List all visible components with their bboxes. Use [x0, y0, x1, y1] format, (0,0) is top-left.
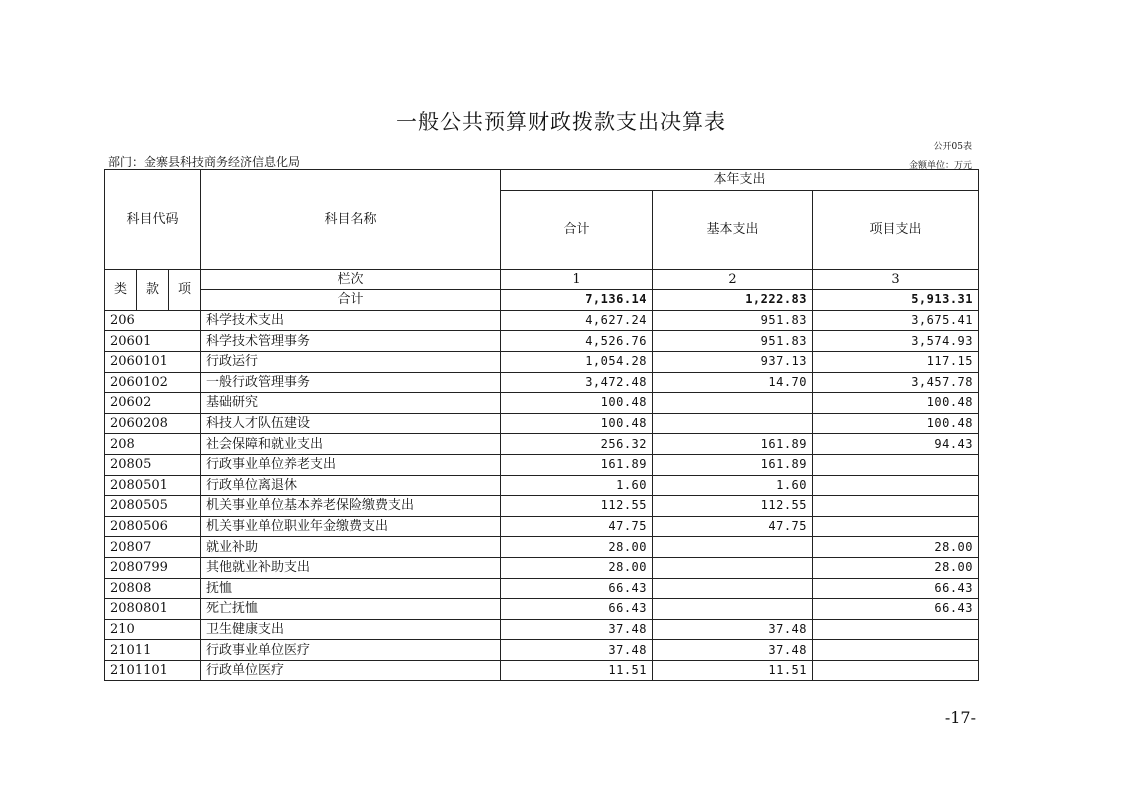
row-code: 20805 — [105, 454, 201, 475]
table-row — [105, 393, 979, 414]
table-row — [105, 434, 979, 455]
row-total: 100.48 — [501, 393, 653, 414]
total-basic: 1,222.83 — [653, 290, 813, 311]
row-code: 2060208 — [105, 413, 201, 434]
row-code: 20808 — [105, 578, 201, 599]
row-basic — [653, 557, 813, 578]
row-project: 100.48 — [813, 393, 979, 414]
table-row — [105, 475, 979, 496]
row-total: 66.43 — [501, 599, 653, 620]
row-name: 死亡抚恤 — [201, 599, 501, 620]
row-project — [813, 475, 979, 496]
header-kuan: 款 — [137, 269, 169, 310]
total-label: 合计 — [201, 290, 501, 311]
row-total: 256.32 — [501, 434, 653, 455]
row-name: 社会保障和就业支出 — [201, 434, 501, 455]
row-basic: 14.70 — [653, 372, 813, 393]
table-row — [105, 557, 979, 578]
row-code: 2101101 — [105, 660, 201, 681]
row-project — [813, 619, 979, 640]
row-total: 11.51 — [501, 660, 653, 681]
page-number: -17- — [944, 708, 976, 727]
row-name: 科学技术支出 — [201, 310, 501, 331]
row-basic: 112.55 — [653, 496, 813, 517]
row-name: 行政单位医疗 — [201, 660, 501, 681]
row-basic — [653, 578, 813, 599]
row-basic: 37.48 — [653, 640, 813, 661]
row-name: 行政单位离退休 — [201, 475, 501, 496]
row-code: 2080801 — [105, 599, 201, 620]
row-code: 2060101 — [105, 351, 201, 372]
row-code: 2080501 — [105, 475, 201, 496]
row-project: 3,675.41 — [813, 310, 979, 331]
table-row — [105, 578, 979, 599]
expenditure-table — [104, 169, 979, 681]
column-number-label: 栏次 — [201, 269, 501, 290]
header-code: 科目代码 — [105, 170, 201, 270]
department-label: 部门：金寨县科技商务经济信息化局 — [108, 155, 301, 169]
row-basic — [653, 537, 813, 558]
row-code: 2080799 — [105, 557, 201, 578]
row-total: 4,627.24 — [501, 310, 653, 331]
table-row — [105, 599, 979, 620]
row-code: 20807 — [105, 537, 201, 558]
row-name: 行政事业单位养老支出 — [201, 454, 501, 475]
row-total: 3,472.48 — [501, 372, 653, 393]
table-row — [105, 310, 979, 331]
row-total: 37.48 — [501, 640, 653, 661]
row-project: 3,574.93 — [813, 331, 979, 352]
row-project — [813, 660, 979, 681]
row-code: 206 — [105, 310, 201, 331]
total-project: 5,913.31 — [813, 290, 979, 311]
header-project: 项目支出 — [813, 190, 979, 269]
row-name: 就业补助 — [201, 537, 501, 558]
row-project — [813, 454, 979, 475]
header-total: 合计 — [501, 190, 653, 269]
row-name: 一般行政管理事务 — [201, 372, 501, 393]
table-row — [105, 516, 979, 537]
row-name: 机关事业单位职业年金缴费支出 — [201, 516, 501, 537]
header-xiang: 项 — [169, 269, 201, 310]
row-name: 抚恤 — [201, 578, 501, 599]
column-number-1: 1 — [501, 269, 653, 290]
row-project: 66.43 — [813, 578, 979, 599]
column-number-row — [105, 269, 979, 290]
row-total: 4,526.76 — [501, 331, 653, 352]
row-total: 66.43 — [501, 578, 653, 599]
row-code: 210 — [105, 619, 201, 640]
row-basic: 937.13 — [653, 351, 813, 372]
table-row — [105, 372, 979, 393]
row-name: 行政运行 — [201, 351, 501, 372]
form-code: 公开05表 — [933, 142, 972, 152]
row-project: 3,457.78 — [813, 372, 979, 393]
row-basic: 11.51 — [653, 660, 813, 681]
column-number-3: 3 — [813, 269, 979, 290]
row-total: 100.48 — [501, 413, 653, 434]
table-row — [105, 496, 979, 517]
row-basic: 161.89 — [653, 454, 813, 475]
row-basic — [653, 393, 813, 414]
row-project: 117.15 — [813, 351, 979, 372]
row-project: 28.00 — [813, 537, 979, 558]
row-name: 科学技术管理事务 — [201, 331, 501, 352]
total-row — [105, 290, 979, 311]
row-total: 28.00 — [501, 557, 653, 578]
row-name: 其他就业补助支出 — [201, 557, 501, 578]
row-total: 28.00 — [501, 537, 653, 558]
total-sum: 7,136.14 — [501, 290, 653, 311]
column-number-2: 2 — [653, 269, 813, 290]
table-row — [105, 413, 979, 434]
row-code: 21011 — [105, 640, 201, 661]
row-code: 2080506 — [105, 516, 201, 537]
row-project — [813, 496, 979, 517]
header-this-year: 本年支出 — [501, 170, 979, 191]
row-basic: 47.75 — [653, 516, 813, 537]
header-lei: 类 — [105, 269, 137, 310]
row-code: 2080505 — [105, 496, 201, 517]
header-name: 科目名称 — [201, 170, 501, 270]
table-row — [105, 331, 979, 352]
table-row — [105, 537, 979, 558]
row-total: 1.60 — [501, 475, 653, 496]
header-row — [105, 170, 979, 191]
row-basic — [653, 599, 813, 620]
row-basic: 951.83 — [653, 310, 813, 331]
row-name: 机关事业单位基本养老保险缴费支出 — [201, 496, 501, 517]
row-project: 100.48 — [813, 413, 979, 434]
row-project: 28.00 — [813, 557, 979, 578]
row-basic: 37.48 — [653, 619, 813, 640]
row-project — [813, 516, 979, 537]
table-row — [105, 619, 979, 640]
table-row — [105, 351, 979, 372]
row-code: 20602 — [105, 393, 201, 414]
row-project: 66.43 — [813, 599, 979, 620]
row-name: 基础研究 — [201, 393, 501, 414]
row-code: 20601 — [105, 331, 201, 352]
table-row — [105, 454, 979, 475]
row-name: 卫生健康支出 — [201, 619, 501, 640]
row-total: 47.75 — [501, 516, 653, 537]
row-basic: 161.89 — [653, 434, 813, 455]
table-row — [105, 640, 979, 661]
row-project — [813, 640, 979, 661]
amount-unit: 金额单位：万元 — [908, 161, 972, 171]
row-total: 37.48 — [501, 619, 653, 640]
row-total: 1,054.28 — [501, 351, 653, 372]
row-name: 科技人才队伍建设 — [201, 413, 501, 434]
row-total: 112.55 — [501, 496, 653, 517]
row-total: 161.89 — [501, 454, 653, 475]
row-name: 行政事业单位医疗 — [201, 640, 501, 661]
report-title: 一般公共预算财政拨款支出决算表 — [396, 110, 726, 134]
row-basic — [653, 413, 813, 434]
row-code: 208 — [105, 434, 201, 455]
table-row — [105, 660, 979, 681]
row-basic: 1.60 — [653, 475, 813, 496]
row-code: 2060102 — [105, 372, 201, 393]
header-basic: 基本支出 — [653, 190, 813, 269]
row-project: 94.43 — [813, 434, 979, 455]
row-basic: 951.83 — [653, 331, 813, 352]
